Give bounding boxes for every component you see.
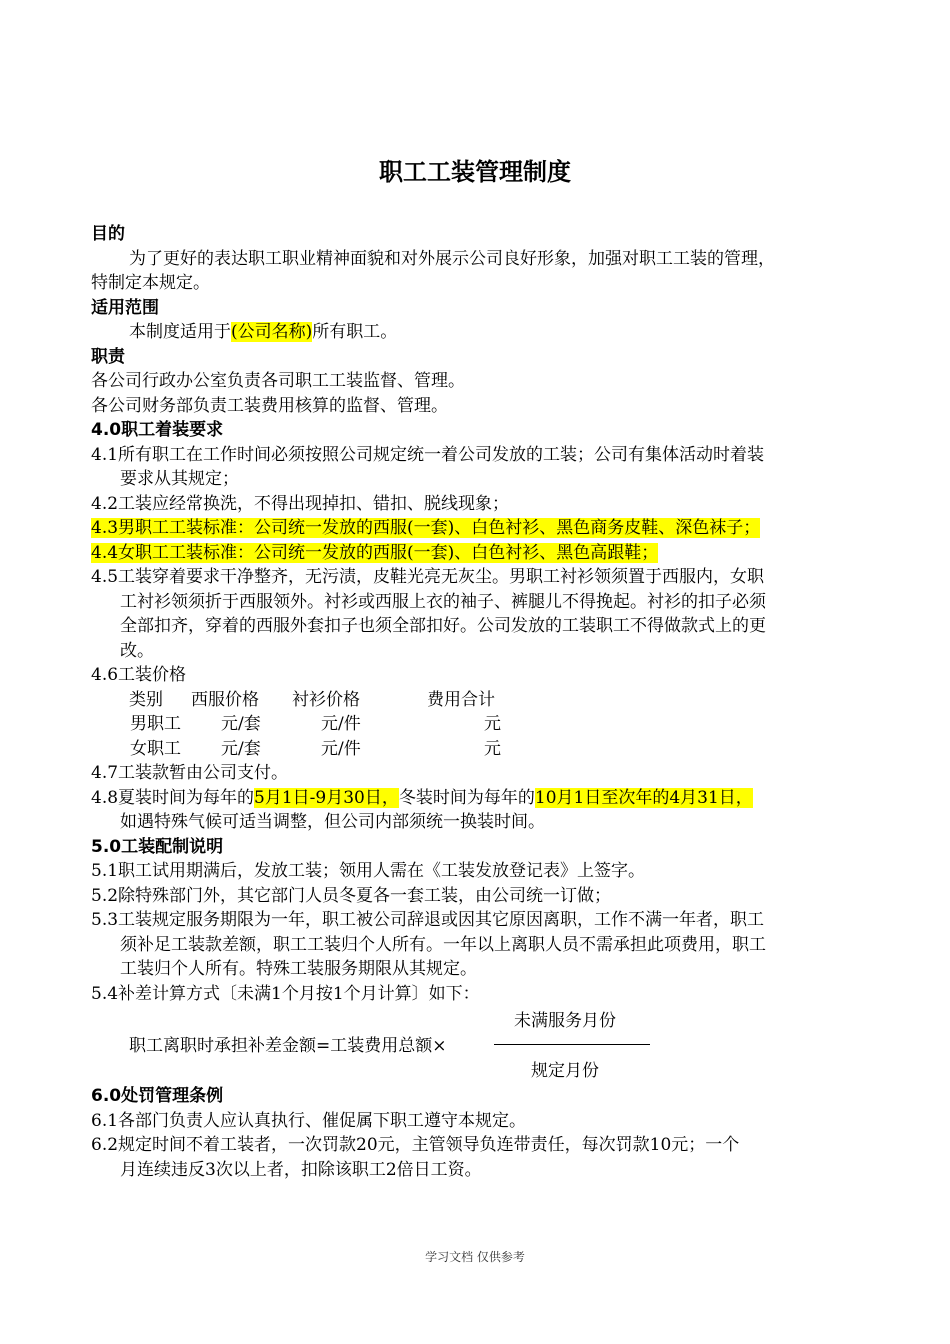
clause-4-7: 4.7工装款暂由公司支付。 — [91, 763, 289, 783]
price-cell: 元 — [484, 738, 501, 759]
formula-numerator: 未满服务月份 — [514, 1011, 616, 1031]
section-5-heading: 5.0工装配制说明 — [91, 836, 224, 857]
price-table-row — [91, 737, 871, 762]
clause-6-2-cont: 月连续违反3次以上者，扣除该职工2倍日工资。 — [120, 1159, 482, 1180]
price-header-cell: 衬衫价格 — [292, 689, 360, 710]
clause-5-1: 5.1职工试用期满后，发放工装；领用人需在《工装发放登记表》上签字。 — [91, 861, 646, 881]
section-6-heading: 6.0处罚管理条例 — [91, 1086, 224, 1106]
duty-item: 各公司财务部负责工装费用核算的监督、管理。 — [91, 395, 448, 416]
document-body — [91, 222, 871, 1182]
price-header-cell: 费用合计 — [427, 689, 495, 710]
clause-4-8 — [91, 786, 871, 811]
clause-5-3-cont: 须补足工装款差额，职工工装归个人所有。一年以上离职人员不需承担此项费用，职工 — [120, 934, 766, 955]
scope-text-prefix: 本制度适用于 — [129, 322, 231, 342]
section-4-heading: 4.0职工着装要求 — [91, 420, 224, 440]
duty-heading: 职责 — [91, 346, 125, 367]
formula-denominator: 规定月份 — [531, 1061, 599, 1081]
clause-5-2: 5.2除特殊部门外，其它部门人员冬夏各一套工装，由公司统一订做； — [91, 885, 612, 906]
purpose-text-line: 特制定本规定。 — [91, 273, 210, 293]
formula-lhs: 职工离职时承担补差金额=工装费用总额× — [129, 1036, 447, 1056]
clause-4-1: 4.1所有职工在工作时间必须按照公司规定统一着公司发放的工装；公司有集体活动时着装 — [91, 444, 765, 465]
clause-4-4 — [91, 541, 871, 566]
fraction-bar — [494, 1044, 650, 1045]
scope-text — [91, 320, 871, 345]
price-table-row — [91, 712, 871, 737]
clause-4-8-cont: 如遇特殊气候可适当调整，但公司内部须统一换装时间。 — [120, 812, 545, 832]
summer-period-highlight: 5月1日-9月30日， — [254, 787, 399, 808]
purpose-text-line: 为了更好的表达职工职业精神面貌和对外展示公司良好形象，加强对职工工装的管理， — [129, 248, 775, 269]
clause-4-8-text: 冬装时间为每年的 — [398, 787, 535, 808]
price-cell: 男职工 — [130, 714, 181, 734]
clause-5-4: 5.4补差计算方式〔未满1个月按1个月计算〕如下： — [91, 983, 480, 1004]
winter-period-highlight: 10月1日至次年的4月31日， — [534, 787, 753, 808]
clause-4-8-text: 4.8夏装时间为每年的 — [91, 787, 255, 808]
price-header-cell: 类别 — [129, 689, 163, 710]
duty-item: 各公司行政办公室负责各司职工工装监督、管理。 — [91, 371, 465, 391]
price-cell: 元/件 — [321, 738, 361, 759]
price-cell: 元/套 — [221, 714, 261, 734]
clause-4-2: 4.2工装应经常换洗，不得出现掉扣、错扣、脱线现象； — [91, 493, 510, 514]
clause-5-3: 5.3工装规定服务期限为一年，职工被公司辞退或因其它原因离职，工作不满一年者，职工 — [91, 910, 765, 930]
clause-4-1-cont: 要求从其规定； — [120, 469, 239, 489]
clause-4-3-highlight: 4.3男职工工装标准：公司统一发放的西服(一套)、白色衬衫、黑色商务皮鞋、深色袜子； — [91, 518, 761, 538]
document-title: 职工工装管理制度 — [379, 158, 571, 186]
page-footer: 学习文档 仅供参考 — [425, 1250, 525, 1264]
clause-4-5-cont: 改。 — [120, 640, 154, 661]
clause-4-5: 4.5工装穿着要求干净整齐，无污渍，皮鞋光亮无灰尘。男职工衬衫领须置于西服内，女职 — [91, 567, 765, 587]
price-table-header — [91, 688, 871, 713]
clause-4-4-highlight: 4.4女职工工装标准：公司统一发放的西服(一套)、白色衬衫、黑色高跟鞋； — [91, 542, 659, 563]
price-cell: 元 — [484, 714, 501, 734]
clause-4-6: 4.6工装价格 — [91, 665, 187, 685]
clause-4-5-cont: 全部扣齐，穿着的西服外套扣子也须全部扣好。公司发放的工装职工不得做款式上的更 — [120, 616, 766, 636]
clause-4-3 — [91, 516, 871, 541]
price-cell: 元/件 — [321, 714, 361, 734]
company-name-placeholder: (公司名称) — [231, 322, 313, 342]
price-cell: 女职工 — [130, 738, 181, 759]
scope-text-suffix: 所有职工。 — [312, 322, 398, 342]
clause-6-2: 6.2规定时间不着工装者，一次罚款20元，主管领导负连带责任，每次罚款10元；一个 — [91, 1135, 740, 1155]
purpose-heading: 目的 — [91, 224, 125, 244]
price-cell: 元/套 — [221, 738, 261, 759]
price-header-cell: 西服价格 — [191, 689, 259, 710]
clause-5-3-cont: 工装归个人所有。特殊工装服务期限从其规定。 — [120, 959, 477, 979]
compensation-formula — [91, 1006, 871, 1084]
clause-6-1: 6.1各部门负责人应认真执行、催促属下职工遵守本规定。 — [91, 1110, 527, 1131]
scope-heading: 适用范围 — [91, 297, 159, 318]
clause-4-5-cont: 工衬衫领须折于西服领外。衬衫或西服上衣的袖子、裤腿儿不得挽起。衬衫的扣子必须 — [120, 591, 766, 612]
